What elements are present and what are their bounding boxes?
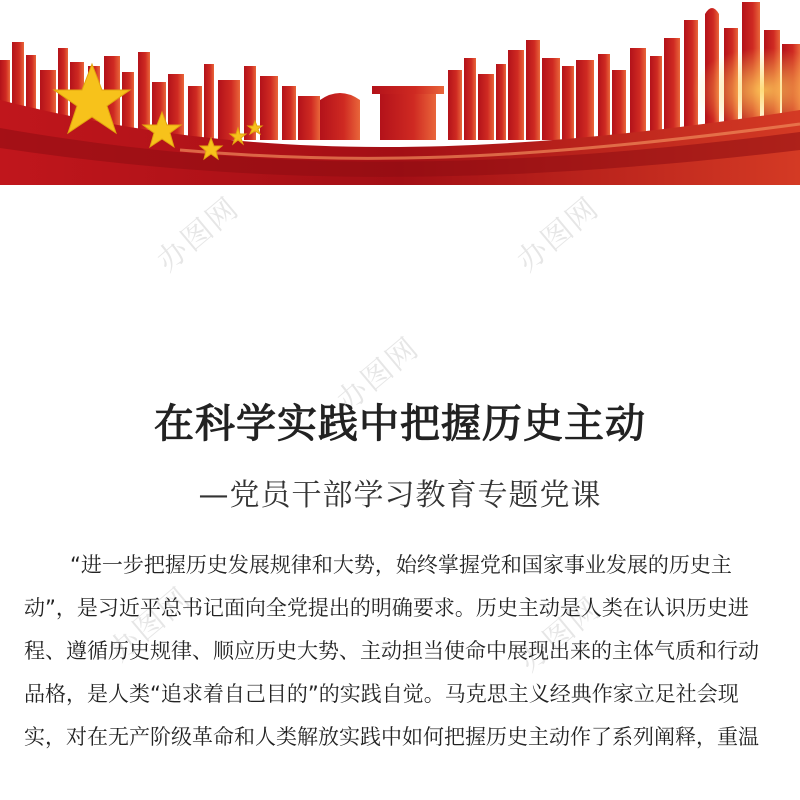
page-subtitle: —党员干部学习教育专题党课 xyxy=(198,478,602,513)
header-banner xyxy=(0,0,800,185)
paragraph-line: “进一步把握历史发展规律和大势，始终掌握党和国家事业发展的历史主 xyxy=(70,553,732,577)
body-paragraph xyxy=(24,544,780,759)
page-title: 在科学实践中把握历史主动 xyxy=(154,401,646,447)
watermark: 办图网 xyxy=(510,190,607,279)
paragraph-line: 动”，是习近平总书记面向全党提出的明确要求。历史主动是人类在认识历史进 xyxy=(24,596,749,620)
paragraph-line: 品格，是人类“追求着自己目的”的实践自觉。马克思主义经典作家立足社会现 xyxy=(24,682,739,706)
watermark: 办图网 xyxy=(512,590,609,679)
watermark: 办图网 xyxy=(330,330,427,419)
paragraph-line: 程、遵循历史规律、顺应历史大势、主动担当使命中展现出来的主体气质和行动 xyxy=(24,639,759,663)
paragraph-line: 实，对在无产阶级革命和人类解放实践中如何把握历史主动作了系列阐释，重温 xyxy=(24,725,759,749)
watermark: 办图网 xyxy=(150,190,247,279)
banner-illustration xyxy=(0,0,800,185)
watermark: 办图网 xyxy=(102,580,199,669)
